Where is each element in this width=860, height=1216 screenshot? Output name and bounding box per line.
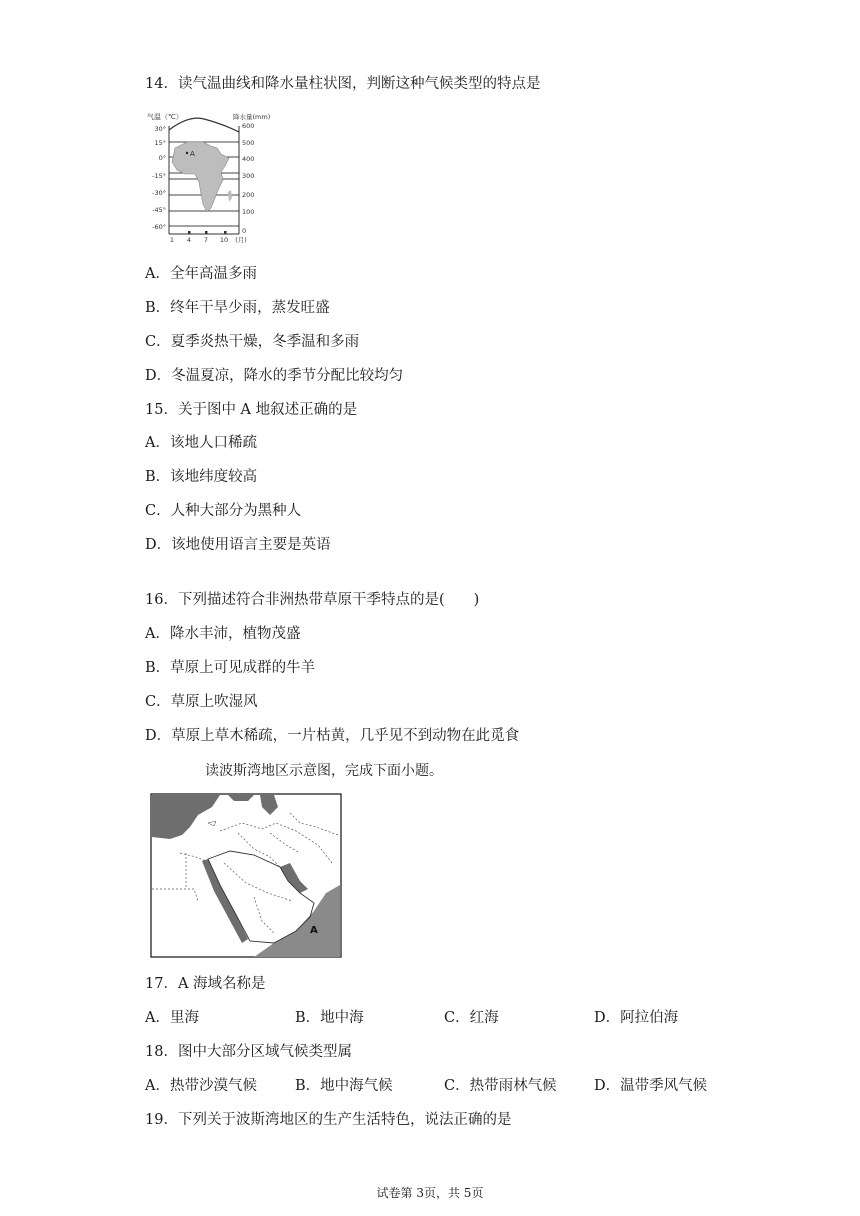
map-point-a-label: A xyxy=(190,150,195,158)
q15-option-d: D．该地使用语言主要是英语 xyxy=(145,537,331,553)
q17-option-a: A．里海 xyxy=(145,1010,199,1026)
q14-option-a: A．全年高温多雨 xyxy=(145,266,257,282)
q16-option-b: B．草原上可见成群的牛羊 xyxy=(145,660,316,676)
q14-option-c: C．夏季炎热干燥，冬季温和多雨 xyxy=(145,334,360,350)
q14-option-d: D．冬温夏凉，降水的季节分配比较均匀 xyxy=(145,368,404,384)
temp-tick: 30° xyxy=(154,125,166,133)
temp-axis-title: 气温（℃） xyxy=(147,113,183,121)
month-unit: (月) xyxy=(235,236,247,244)
q16-stem: 16．下列描述符合非洲热带草原干季特点的是( ) xyxy=(145,592,480,608)
page-footer: 试卷第 3页，共 5页 xyxy=(376,1186,484,1200)
temp-tick: 0° xyxy=(158,154,166,162)
temp-tick: -45° xyxy=(152,206,166,214)
precip-axis-title: 降水量(mm) xyxy=(233,113,271,121)
month-tick: 4 xyxy=(186,236,192,244)
month-tick: 1 xyxy=(169,236,175,244)
precip-tick: 600 xyxy=(242,122,255,130)
q18-stem: 18．图中大部分区域气候类型属 xyxy=(145,1044,352,1060)
temp-tick: -15° xyxy=(152,172,166,180)
point-a-marker xyxy=(186,152,188,154)
temp-tick: 15° xyxy=(154,139,166,147)
q17-stem: 17．A 海域名称是 xyxy=(145,976,266,992)
precip-tick: 500 xyxy=(242,139,255,147)
q18-option-a: A．热带沙漠气候 xyxy=(145,1078,257,1094)
q14-stem: 14．读气温曲线和降水量柱状图，判断这种气候类型的特点是 xyxy=(145,76,541,92)
q16-option-d: D．草原上草木稀疏，一片枯黄，几乎见不到动物在此觅食 xyxy=(145,728,520,744)
persian-gulf-map xyxy=(150,793,344,961)
temp-tick: -30° xyxy=(152,189,166,197)
precip-bar xyxy=(188,231,191,234)
q15-option-c: C．人种大部分为黑种人 xyxy=(145,503,302,519)
q15-option-b: B．该地纬度较高 xyxy=(145,469,258,485)
q15-option-a: A．该地人口稀疏 xyxy=(145,435,257,451)
q17-option-c: C．红海 xyxy=(444,1010,499,1026)
q14-option-b: B．终年干旱少雨，蒸发旺盛 xyxy=(145,300,330,316)
q16-option-c: C．草原上吹湿风 xyxy=(145,694,258,710)
q15-stem: 15．关于图中 A 地叙述正确的是 xyxy=(145,402,358,418)
month-tick: 7 xyxy=(203,236,209,244)
temp-tick: -60° xyxy=(152,223,166,231)
precip-tick: 200 xyxy=(242,191,255,199)
q18-option-b: B．地中海气候 xyxy=(295,1078,393,1094)
africa-map-shape xyxy=(172,142,229,212)
q17-option-b: B．地中海 xyxy=(295,1010,364,1026)
q17-option-d: D．阿拉伯海 xyxy=(594,1010,679,1026)
q18-option-c: C．热带雨林气候 xyxy=(444,1078,557,1094)
intro-text: 读波斯湾地区示意图，完成下面小题。 xyxy=(205,763,443,779)
precip-bar xyxy=(205,231,208,234)
precip-tick: 100 xyxy=(242,208,255,216)
precip-bar xyxy=(224,231,227,234)
q19-stem: 19．下列关于波斯湾地区的生产生活特色，说法正确的是 xyxy=(145,1112,512,1128)
climate-chart xyxy=(145,108,285,246)
precip-tick: 0 xyxy=(242,227,247,235)
map-label-a: A xyxy=(310,925,318,936)
month-tick: 10 xyxy=(219,236,229,244)
precip-tick: 300 xyxy=(242,172,255,180)
q18-option-d: D．温带季风气候 xyxy=(594,1078,708,1094)
q16-option-a: A．降水丰沛，植物茂盛 xyxy=(145,626,301,642)
madagascar-shape xyxy=(228,190,232,202)
precip-tick: 400 xyxy=(242,155,255,163)
